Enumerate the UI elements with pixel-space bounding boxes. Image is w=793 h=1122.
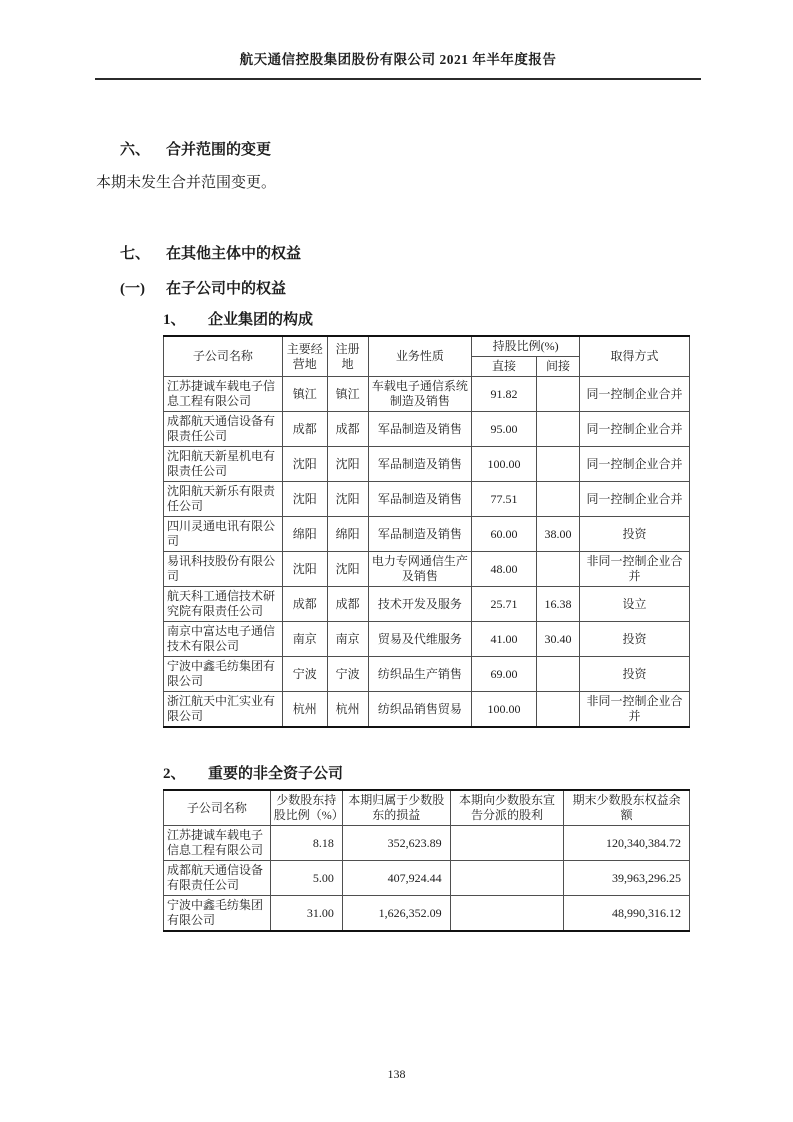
page-number: 138 — [387, 1067, 406, 1081]
enterprise-group-table — [163, 335, 690, 728]
section-7-title: 在其他主体中的权益 — [166, 246, 302, 262]
main-place: 成都 — [282, 587, 327, 622]
subsidiary-name: 沈阳航天新星机电有限责任公司 — [164, 447, 283, 482]
subsidiary-name: 江苏捷诚车载电子信息工程有限公司 — [164, 826, 271, 861]
subsidiary-name: 南京中富达电子通信技术有限公司 — [164, 622, 283, 657]
table-row — [164, 587, 690, 622]
reg-place: 成都 — [327, 587, 368, 622]
subsidiary-name: 宁波中鑫毛纺集团有限公司 — [164, 657, 283, 692]
main-place: 镇江 — [282, 377, 327, 412]
minority-ratio: 8.18 — [270, 826, 342, 861]
table-row — [164, 896, 690, 932]
minority-equity: 120,340,384.72 — [564, 826, 690, 861]
indirect-ratio: 30.40 — [536, 622, 579, 657]
indirect-ratio — [536, 482, 579, 517]
table-header-row — [164, 336, 690, 357]
main-place: 杭州 — [282, 692, 327, 728]
minority-equity: 48,990,316.12 — [564, 896, 690, 932]
indirect-ratio — [536, 447, 579, 482]
table-row — [164, 377, 690, 412]
method: 投资 — [580, 622, 690, 657]
direct-ratio: 48.00 — [472, 552, 537, 587]
direct-ratio: 25.71 — [472, 587, 537, 622]
main-place: 南京 — [282, 622, 327, 657]
direct-ratio: 95.00 — [472, 412, 537, 447]
reg-place: 南京 — [327, 622, 368, 657]
reg-place: 沈阳 — [327, 552, 368, 587]
minority-ratio: 5.00 — [270, 861, 342, 896]
direct-ratio: 69.00 — [472, 657, 537, 692]
table-row — [164, 412, 690, 447]
section-6-body: 本期未发生合并范围变更。 — [96, 175, 277, 191]
direct-ratio: 100.00 — [472, 692, 537, 728]
indirect-ratio — [536, 552, 579, 587]
table-row — [164, 447, 690, 482]
table-row — [164, 861, 690, 896]
business: 车载电子通信系统制造及销售 — [368, 377, 472, 412]
reg-place: 沈阳 — [327, 482, 368, 517]
section-7-1-2-number: 2、 — [163, 766, 186, 782]
main-place: 成都 — [282, 412, 327, 447]
section-7-1-2-heading — [163, 762, 702, 783]
business: 军品制造及销售 — [368, 447, 472, 482]
business: 电力专网通信生产及销售 — [368, 552, 472, 587]
business: 贸易及代维服务 — [368, 622, 472, 657]
subsidiary-name: 四川灵通电讯有限公司 — [164, 517, 283, 552]
dividend — [450, 826, 564, 861]
col-header-method: 取得方式 — [580, 336, 690, 377]
main-place: 宁波 — [282, 657, 327, 692]
section-7-1-heading — [96, 277, 702, 298]
business: 技术开发及服务 — [368, 587, 472, 622]
subsidiary-name: 浙江航天中汇实业有限公司 — [164, 692, 283, 728]
section-7-1-2-title: 重要的非全资子公司 — [208, 766, 344, 782]
table-row — [164, 517, 690, 552]
reg-place: 成都 — [327, 412, 368, 447]
business: 军品制造及销售 — [368, 517, 472, 552]
subsidiary-name: 航天科工通信技术研究院有限责任公司 — [164, 587, 283, 622]
method: 同一控制企业合并 — [580, 412, 690, 447]
method: 同一控制企业合并 — [580, 482, 690, 517]
col-header-dividend: 本期向少数股东宣告分派的股利 — [450, 790, 564, 826]
section-7-number: 七、 — [120, 246, 151, 262]
method: 设立 — [580, 587, 690, 622]
reg-place: 杭州 — [327, 692, 368, 728]
indirect-ratio — [536, 657, 579, 692]
business: 军品制造及销售 — [368, 482, 472, 517]
business: 纺织品销售贸易 — [368, 692, 472, 728]
reg-place: 宁波 — [327, 657, 368, 692]
main-place: 沈阳 — [282, 552, 327, 587]
subsidiary-name: 宁波中鑫毛纺集团有限公司 — [164, 896, 271, 932]
table-row — [164, 622, 690, 657]
main-place: 沈阳 — [282, 482, 327, 517]
section-7-1-1-number: 1、 — [163, 312, 186, 328]
col-header-minority-ratio: 少数股东持股比例（%） — [270, 790, 342, 826]
method: 非同一控制企业合并 — [580, 552, 690, 587]
method: 非同一控制企业合并 — [580, 692, 690, 728]
col-header-subsidiary-name: 子公司名称 — [164, 336, 283, 377]
minority-ratio: 31.00 — [270, 896, 342, 932]
reg-place: 绵阳 — [327, 517, 368, 552]
indirect-ratio — [536, 692, 579, 728]
section-7-heading — [96, 242, 702, 263]
col-header-reg-place: 注册地 — [327, 336, 368, 377]
business: 军品制造及销售 — [368, 412, 472, 447]
main-place: 沈阳 — [282, 447, 327, 482]
reg-place: 镇江 — [327, 377, 368, 412]
minority-pl: 407,924.44 — [342, 861, 450, 896]
main-place: 绵阳 — [282, 517, 327, 552]
section-7-1-number: (一) — [120, 281, 145, 297]
direct-ratio: 91.82 — [472, 377, 537, 412]
subsidiary-name: 沈阳航天新乐有限责任公司 — [164, 482, 283, 517]
indirect-ratio: 16.38 — [536, 587, 579, 622]
col-header-minority-equity: 期末少数股东权益余额 — [564, 790, 690, 826]
method: 同一控制企业合并 — [580, 447, 690, 482]
direct-ratio: 77.51 — [472, 482, 537, 517]
col-header-indirect: 间接 — [536, 357, 579, 377]
direct-ratio: 41.00 — [472, 622, 537, 657]
dividend — [450, 896, 564, 932]
section-6-heading — [96, 138, 702, 159]
indirect-ratio — [536, 412, 579, 447]
page-content — [96, 124, 702, 932]
section-6-title: 合并范围的变更 — [166, 142, 272, 158]
subsidiary-name: 易讯科技股份有限公司 — [164, 552, 283, 587]
col-header-main-place: 主要经营地 — [282, 336, 327, 377]
section-7-1-1-title: 企业集团的构成 — [208, 312, 314, 328]
minority-pl: 1,626,352.09 — [342, 896, 450, 932]
table-row — [164, 552, 690, 587]
non-wholly-owned-subsidiaries-table — [163, 789, 690, 932]
subsidiary-name: 江苏捷诚车载电子信息工程有限公司 — [164, 377, 283, 412]
table-row — [164, 692, 690, 728]
col-header-subsidiary-name: 子公司名称 — [164, 790, 271, 826]
indirect-ratio — [536, 377, 579, 412]
col-header-holding-ratio: 持股比例(%) — [472, 336, 580, 357]
minority-equity: 39,963,296.25 — [564, 861, 690, 896]
section-7-1-1-heading — [163, 308, 702, 329]
subsidiary-name: 成都航天通信设备有限责任公司 — [164, 412, 283, 447]
direct-ratio: 100.00 — [472, 447, 537, 482]
dividend — [450, 861, 564, 896]
table-header-row — [164, 790, 690, 826]
method: 投资 — [580, 657, 690, 692]
reg-place: 沈阳 — [327, 447, 368, 482]
section-7-1-title: 在子公司中的权益 — [166, 281, 287, 297]
method: 投资 — [580, 517, 690, 552]
table-row — [164, 657, 690, 692]
col-header-minority-pl: 本期归属于少数股东的损益 — [342, 790, 450, 826]
col-header-business: 业务性质 — [368, 336, 472, 377]
section-6-number: 六、 — [120, 142, 151, 158]
minority-pl: 352,623.89 — [342, 826, 450, 861]
indirect-ratio: 38.00 — [536, 517, 579, 552]
direct-ratio: 60.00 — [472, 517, 537, 552]
col-header-direct: 直接 — [472, 357, 537, 377]
document-header-title: 航天通信控股集团股份有限公司 2021 年半年度报告 — [95, 48, 701, 80]
table-row — [164, 482, 690, 517]
table-row — [164, 826, 690, 861]
method: 同一控制企业合并 — [580, 377, 690, 412]
business: 纺织品生产销售 — [368, 657, 472, 692]
subsidiary-name: 成都航天通信设备有限责任公司 — [164, 861, 271, 896]
